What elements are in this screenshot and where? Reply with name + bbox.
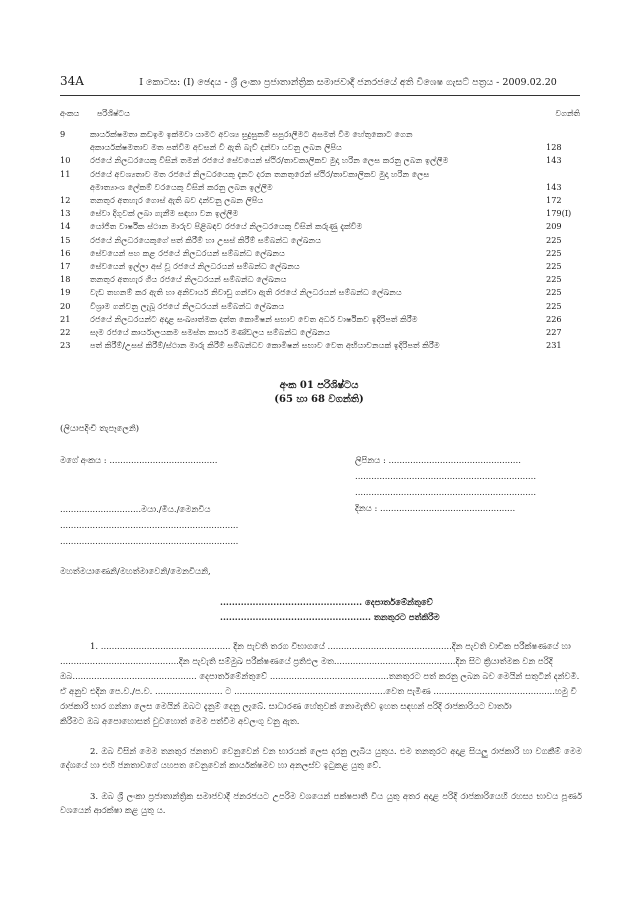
toc-row xyxy=(60,286,582,299)
registered-post-note: (ලියාපදිංචි තැපෑලෙනි) xyxy=(60,424,140,434)
toc-row-page: 225 xyxy=(546,274,562,285)
toc-row-page: 172 xyxy=(546,195,562,206)
toc-row-number: 19 xyxy=(60,287,71,298)
annex-title: අංක 01 පරිශිෂ්ටය xyxy=(279,380,359,391)
toc-row-number: 9 xyxy=(60,129,66,139)
toc-row xyxy=(60,300,582,313)
toc-row-subject-line: යෝජිත වාර්ෂික ස්ථාන මාරුව පිළිබඳව රජයේ නිලධරයෙකු විසින් කරුණු දැක්වීම xyxy=(90,221,363,232)
toc-row xyxy=(60,247,582,260)
toc-row xyxy=(60,168,582,194)
toc-row-page: 225 xyxy=(546,300,562,311)
toc-row-subject xyxy=(90,234,542,247)
toc-row-number: 14 xyxy=(60,221,71,232)
toc-row-subject xyxy=(90,247,542,260)
toc-row-number: 10 xyxy=(60,155,71,166)
toc-row-page: 231 xyxy=(546,340,562,351)
toc-row-subject-line: අකාර්යක්ෂමතාව මත පත්වීම අවසන් වී ඇති බැව් දන්වා යවනු ලබන ලිපිය xyxy=(90,142,342,153)
toc-row-number: 17 xyxy=(60,261,71,272)
toc-row xyxy=(60,154,582,167)
address-line-1: ................................................................... xyxy=(355,472,537,482)
recipient-line-3: .................................................................. xyxy=(60,537,239,547)
page-number: 34A xyxy=(60,74,84,88)
toc-row-subject-line: රජයේ අවශ්‍යතාව මත රජයේ නිලධරයෙකු දැනට දරන තනතුරෙන් ස්ථිර/තාවකාලිකව මුදා හරින ලෙස xyxy=(90,168,430,179)
toc-row-subject-line: සෑම රජයේ කාර්යාලයකම සමස්ත කාර්ය මණ්ඩලය සම්බන්ධ ලේඛනය xyxy=(90,327,331,338)
toc-row-subject xyxy=(90,339,542,352)
toc-col-page: වගන්ති xyxy=(555,109,580,118)
toc-row-subject-line: රජයේ නිලධරයෙකු විසින් තමන් රජයේ සේවයෙන් ස්ථිර/තාවකාලිකව මුදා හරින ලෙස කරනු ලබන ඉල්ලීම xyxy=(90,155,449,166)
toc-row-subject xyxy=(90,128,542,154)
toc-row-subject-line: කාර්යක්ෂමතා කඩඉම ඉක්මවා යාමට අවශ්‍ය සුදුසුකම් සපුරාලීමට අසමත් වීම හේතුකොට ගෙන xyxy=(90,129,413,139)
toc-row-number: 15 xyxy=(60,234,71,245)
toc-row-page: 179(I) xyxy=(546,208,572,219)
toc-table xyxy=(60,128,582,352)
toc-row-subject-line: විශ්‍රාම ගන්වනු ලැබූ රජයේ නිලධරයන් සම්බන්ධ ලේඛනය xyxy=(90,300,285,311)
toc-row-subject xyxy=(90,207,542,220)
recipient-line-2: .................................................................. xyxy=(60,521,239,531)
toc-row-page: 227 xyxy=(546,327,562,338)
toc-row-subject xyxy=(90,220,542,233)
annex-subtitle: (65 හා 68 වගන්ති) xyxy=(274,394,364,405)
toc-row-number: 20 xyxy=(60,300,71,311)
toc-row-subject-line: රජයේ නිලධරයන්ට අදාළ සංඛ්‍යාත්මක දත්ත කොමිෂන් සභාව වෙත අර්ධ වාර්ෂිකව ඉදිරිපත් කිරීම xyxy=(90,313,418,324)
toc-row-number: 11 xyxy=(60,168,71,179)
toc-row-subject-line: සේවයෙන් පහ කළ රජයේ නිලධරයන් සම්බන්ධ ලේඛනය xyxy=(90,247,285,258)
toc-row-subject xyxy=(90,300,542,313)
toc-row-page: 225 xyxy=(546,287,562,298)
address-field: ලිපිනය : ................................................. xyxy=(355,456,521,466)
toc-row xyxy=(60,207,582,220)
toc-row xyxy=(60,128,582,154)
toc-col-subject: පරිශිෂ්ටය xyxy=(97,109,130,118)
toc-row-number: 16 xyxy=(60,247,71,258)
toc-row-subject-line: සේවයෙන් ඉල්ලා අස් වූ රජයේ නිලධරයන් සම්බන්ධ ලේඛනය xyxy=(90,261,300,272)
toc-row-page: 143 xyxy=(546,155,562,166)
toc-row-subject-line: තනතුර අතහැර ගොස් ඇති බව දන්වනු ලබන ලිපිය xyxy=(90,195,264,206)
toc-row-subject xyxy=(90,194,542,207)
toc-row xyxy=(60,273,582,286)
toc-row-subject xyxy=(90,154,542,167)
toc-row-subject xyxy=(90,273,542,286)
toc-row xyxy=(60,260,582,273)
paragraph-2 xyxy=(60,745,582,774)
my-number-field: මගේ අංකය : ........................................ xyxy=(60,456,218,466)
toc-row-page: 226 xyxy=(546,313,562,324)
toc-row-number: 12 xyxy=(60,195,71,206)
para1-line: 1. ................................................ දින පැවති තරග විභාගයේ ..............................................දින පැවති වාචික පරීක්ෂණයේ හා xyxy=(90,642,571,652)
toc-col-no: අංකය xyxy=(60,109,80,118)
toc-row-page: 209 xyxy=(546,221,562,232)
toc-row-subject-line: පත් කිරීම්/උසස් කිරීම්/ස්ථාන මාරු කිරීම් සම්බන්ධව කොමිෂන් සභාව වෙත අභියාචනයක් ඉදිරිපත් කිරීම xyxy=(90,340,440,351)
toc-row-subject xyxy=(90,326,542,339)
toc-row-page: 225 xyxy=(546,261,562,272)
para1-line: ඔබ.............................................. දෙපාර්තමේන්තුවේ ............................................තනතුරට පත් කරනු ලබන බව මෙයින් සතුටින් දන්වමි. xyxy=(60,672,580,682)
toc-row-subject xyxy=(90,286,542,299)
toc-row-number: 13 xyxy=(60,208,71,219)
department-heading: ................................................ දෙපාර්තමේන්තුවේ xyxy=(220,598,433,608)
toc-row-subject-line: තනතුර අතහැර ගිය රජයේ නිලධරයන් සම්බන්ධ ලේඛනය xyxy=(90,274,287,285)
toc-row xyxy=(60,234,582,247)
toc-row xyxy=(60,194,582,207)
para1-line: ඒ අනුව එදින පෙ.ව./ප.ව. ......................... ට ........................................................වෙත පැමිණ .............................................හමු වී xyxy=(60,687,577,697)
toc-row xyxy=(60,339,582,352)
toc-row-page: 143 xyxy=(546,181,562,192)
page-header xyxy=(60,74,580,88)
toc-row-subject-line: වැඩ තහනම් කර ඇති හා අනිවාර්ය නිවාඩු ගන්වා ඇති රජයේ නිලධරයන් සම්බන්ධ ලේඛනය xyxy=(90,287,402,298)
toc-row-number: 21 xyxy=(60,313,71,324)
toc-row xyxy=(60,220,582,233)
gazette-title: I කොටස: (I) ඡෙදය - ශ්‍රී ලංකා ප්‍රජාතාන්ත්‍රික සමාජවාදී ජනරජයේ අති විශෙෂ ගැසට් පත්‍රය - 2009.02.20 xyxy=(139,77,557,88)
para1-line: කිරීමට ඔබ අපොහොසත් වුවහොත් මෙම පත්වීම අවලංගු වනු ඇත. xyxy=(60,717,300,727)
appointment-heading: ................................................... තනතුරට පත්කිරීම xyxy=(220,613,440,623)
toc-row-subject-line: අමාත්‍යාංශ ලේකම් වරයෙකු විසින් කරනු ලබන ඉල්ලීම xyxy=(90,181,273,192)
header-rule xyxy=(60,95,580,96)
paragraph-3 xyxy=(60,790,582,819)
toc-row-page: 128 xyxy=(546,142,562,153)
toc-row-number: 18 xyxy=(60,274,71,285)
toc-row xyxy=(60,326,582,339)
address-line-2: ................................................................... xyxy=(355,488,537,498)
paragraph-3-text: 3. ඔබ ශ්‍රී ලංකා ප්‍රජාතාන්ත්‍රික සමාජවාදී ජනරජයට උපරිම වශයෙන් පක්ෂපාතී විය යුතු අතර අදාළ පරිදි රාජකාරියෙහි රහස්‍ය භාවය පූර්ණ වශයෙන් ආරක්ෂා කළ යුතු ය. xyxy=(60,792,582,817)
recipient-line-1: ..............................මයා./මිය./මෙනවිය xyxy=(60,505,211,515)
toc-row-subject xyxy=(90,313,542,326)
date-field: දිනය : .................................................. xyxy=(355,504,516,514)
toc-row-subject-line: සේවා දිගුවක් ලබා ගැනීම සඳහා වන ඉල්ලීම xyxy=(90,208,239,219)
toc-row-number: 22 xyxy=(60,327,71,338)
para1-line: ............................................දින පැවැති සම්මුඛ පරීක්ෂණයේ ප්‍රතිඵල මත.............................................දින සිට ක්‍රියාත්මක වන පරිදි xyxy=(60,657,553,667)
toc-row xyxy=(60,313,582,326)
toc-row-page: 225 xyxy=(546,247,562,258)
salutation: මහත්මයාණෙනි/මහත්මාවෙනි/මෙනවියනි, xyxy=(60,567,211,577)
toc-row-subject-line: රජයේ නිලධරයෙකුගේ පත් කිරීම් හා උසස් කිරීම් සම්බන්ධ ලේඛනය xyxy=(90,234,322,245)
toc-row-page: 225 xyxy=(546,234,562,245)
toc-row-number: 23 xyxy=(60,340,71,351)
para1-line: රාජකාරි භාර ගන්නා ලෙස මෙයින් ඔබට දැනුම් දෙනු ලැබේ. සාධාරණ හේතුවක් නොමැතිව ඉහත සඳහන් පරිදි රාජකාරියට වාර්තා xyxy=(60,702,512,712)
toc-row-subject xyxy=(90,260,542,273)
toc-row-subject xyxy=(90,168,542,194)
paragraph-2-text: 2. ඔබ විසින් මෙම තනතුර ජනතාව වෙනුවෙන් වන භාරයක් ලෙස දරනු ලැබිය යුතුය. එම තනතුරට අදාළ සියලු රාජකාරි හා වගකීම් මෙම දේශයේ හා එහි ජනතාවගේ යහපත වෙනුවෙන් කාර්යක්ෂමව හා අනලස්ව ඉටුකළ යුතු වේ. xyxy=(60,747,582,772)
